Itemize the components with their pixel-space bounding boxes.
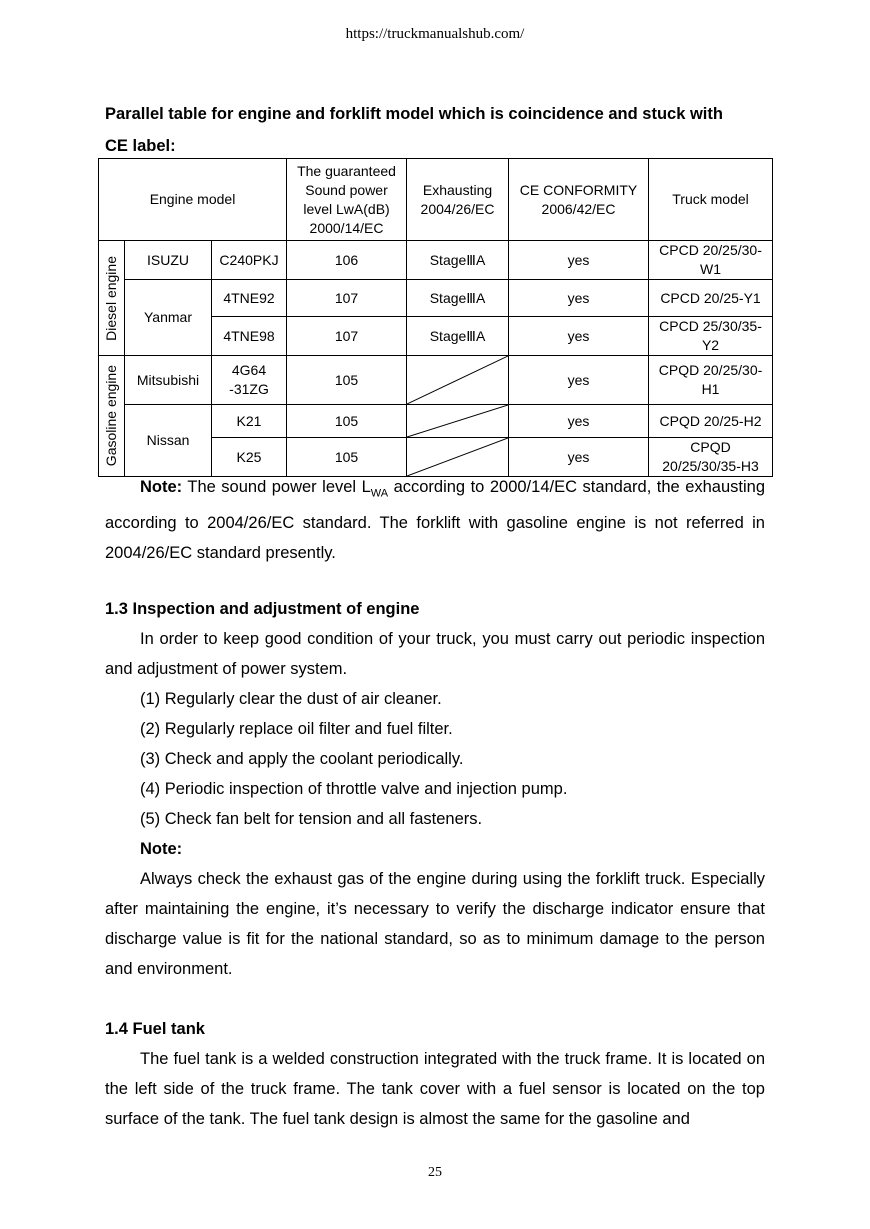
table-row — [99, 280, 773, 317]
page-number: 25 — [428, 1165, 442, 1180]
cell-sound: 105 — [287, 356, 407, 405]
section-1-3-intro: In order to keep good condition of your truck, you must carry out periodic inspection and adjustment of power system. — [105, 630, 765, 678]
group-gasoline-label: Gasoline engine — [103, 365, 119, 467]
group-diesel — [99, 241, 125, 356]
table-title-line1: Parallel table for engine and forklift model which is coincidence and stuck with — [105, 105, 723, 123]
table-row — [99, 405, 773, 438]
cell-truck: CPQD 20/25-H2 — [649, 405, 773, 438]
cell-truck: CPCD 20/25/30-W1 — [649, 241, 773, 280]
list-item: (5) Check fan belt for tension and all fasteners. — [140, 810, 483, 828]
cell-brand: Mitsubishi — [125, 356, 212, 405]
cell-exhaust: StageⅢA — [407, 241, 509, 280]
cell-ce: yes — [509, 438, 649, 477]
note-text-b: according to 2000/14/EC standard, the exhausting according to 2004/26/EC standard. The forklift with gasoline engine is not referred in 2004/26/EC standard presently. — [105, 478, 766, 563]
list-item: (4) Periodic inspection of throttle valve and injection pump. — [140, 780, 568, 798]
note-paragraph — [105, 472, 765, 568]
engine-table — [98, 158, 773, 477]
table-row — [99, 356, 773, 405]
header-sound-power: The guaranteed Sound power level LwA(dB) 2000/14/EC — [287, 159, 407, 241]
list-item: (1) Regularly clear the dust of air cleaner. — [140, 690, 442, 708]
cell-sound: 105 — [287, 405, 407, 438]
cell-model: K21 — [212, 405, 287, 438]
cell-ce: yes — [509, 241, 649, 280]
cell-brand: Yanmar — [125, 280, 212, 356]
list-item: (3) Check and apply the coolant periodically. — [140, 750, 464, 768]
list-item: (2) Regularly replace oil filter and fuel filter. — [140, 720, 453, 738]
section-1-3-title: 1.3 Inspection and adjustment of engine — [105, 600, 420, 618]
cell-ce: yes — [509, 280, 649, 317]
cell-sound: 107 — [287, 317, 407, 356]
cell-ce: yes — [509, 405, 649, 438]
cell-brand: ISUZU — [125, 241, 212, 280]
cell-sound: 106 — [287, 241, 407, 280]
cell-model: 4TNE98 — [212, 317, 287, 356]
cell-model: C240PKJ — [212, 241, 287, 280]
table-title-line2: CE label: — [105, 137, 176, 155]
cell-brand: Nissan — [125, 405, 212, 477]
cell-model: 4TNE92 — [212, 280, 287, 317]
group-gasoline — [99, 356, 125, 477]
cell-truck: CPCD 20/25-Y1 — [649, 280, 773, 317]
header-url: https://truckmanualshub.com/ — [345, 26, 525, 42]
section-1-4-text: The fuel tank is a welded construction integrated with the truck frame. It is located on the left side of the truck frame. The tank cover with a fuel sensor is located on the top surface of the tank. The fuel tank design is almost the same for the gasoline and — [105, 1050, 765, 1128]
cell-sound: 107 — [287, 280, 407, 317]
note-label: Note: — [140, 478, 183, 496]
cell-truck: CPQD 20/25/30-H1 — [649, 356, 773, 405]
cell-exhaust-empty — [407, 356, 509, 405]
cell-exhaust-empty — [407, 438, 509, 477]
cell-truck: CPCD 25/30/35-Y2 — [649, 317, 773, 356]
header-truck-model: Truck model — [649, 159, 773, 241]
group-diesel-label: Diesel engine — [103, 255, 119, 341]
note-subscript: WA — [370, 487, 389, 500]
cell-truck: CPQD 20/25/30/35-H3 — [649, 438, 773, 477]
cell-ce: yes — [509, 317, 649, 356]
cell-exhaust: StageⅢA — [407, 280, 509, 317]
table-row — [99, 241, 773, 280]
cell-exhaust: StageⅢA — [407, 317, 509, 356]
header-ce: CE CONFORMITY 2006/42/EC — [509, 159, 649, 241]
section-1-3-note-label: Note: — [140, 840, 183, 858]
header-engine-model: Engine model — [99, 159, 287, 241]
note-text-a: The sound power level L — [182, 478, 371, 496]
section-1-3-note-text: Always check the exhaust gas of the engine during using the forklift truck. Especially after maintaining the engine, it’s necessary to verify the discharge indicator ensure that discharge value is fit for the national standard, so as to minimum damage to the person and environment. — [105, 870, 765, 978]
cell-model: 4G64 -31ZG — [212, 356, 287, 405]
header-exhausting: Exhausting 2004/26/EC — [407, 159, 509, 241]
table-header-row — [99, 159, 773, 241]
cell-exhaust-empty — [407, 405, 509, 438]
cell-model: K25 — [212, 438, 287, 477]
section-1-4-title: 1.4 Fuel tank — [105, 1020, 205, 1038]
cell-sound: 105 — [287, 438, 407, 477]
cell-ce: yes — [509, 356, 649, 405]
